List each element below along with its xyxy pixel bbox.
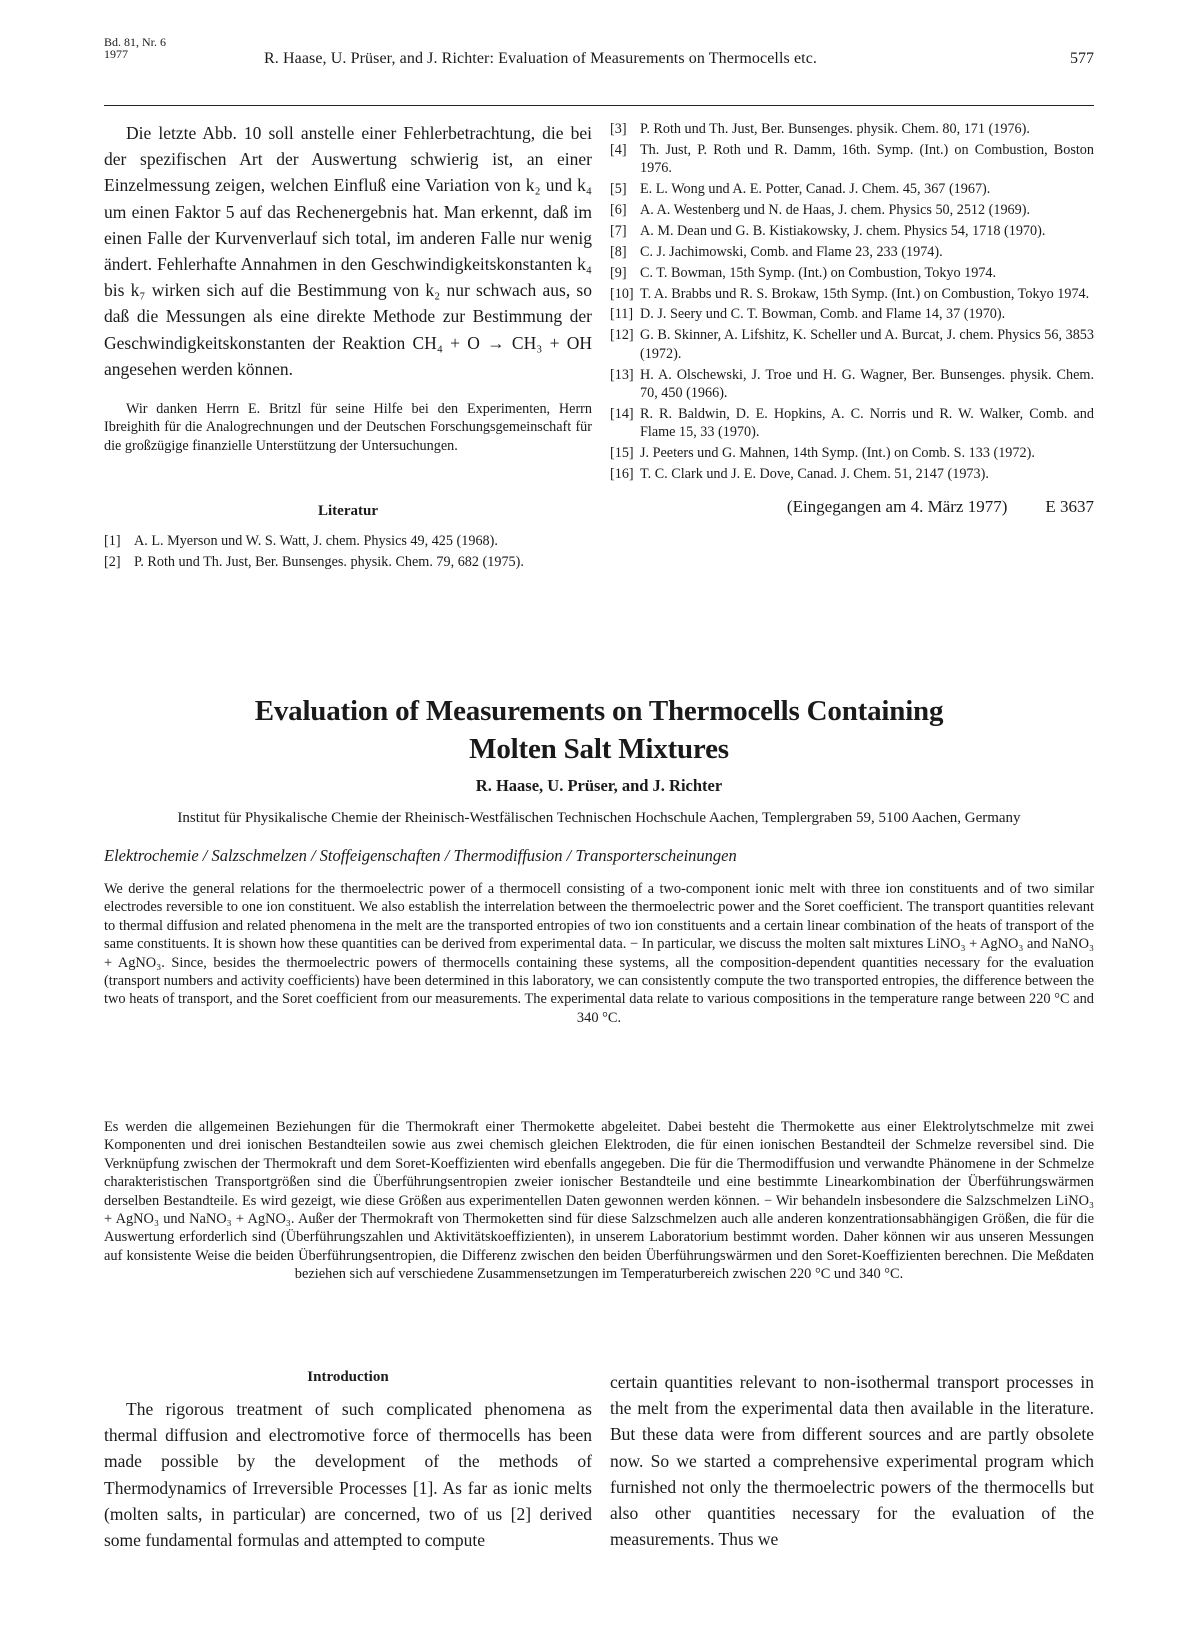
article-authors: R. Haase, U. Prüser, and J. Richter — [475, 776, 723, 795]
reference-number: [7] — [610, 222, 627, 239]
reference-text: T. C. Clark und J. E. Dove, Canad. J. Chem. 51, 2147 (1973). — [640, 465, 989, 482]
reference-text: A. M. Dean und G. B. Kistiakowsky, J. chem. Physics 54, 1718 (1970). — [640, 222, 1046, 239]
reference-item — [610, 405, 1094, 442]
reference-item — [610, 305, 1094, 323]
reference-item — [104, 532, 592, 550]
reference-number: [16] — [610, 465, 634, 482]
article-institution: Institut für Physikalische Chemie der Rheinisch-Westfälischen Technischen Hochschule Aachen, Templergraben 59, 5100 Aachen, Germany — [177, 810, 1021, 826]
reference-item — [610, 366, 1094, 403]
running-title: R. Haase, U. Prüser, and J. Richter: Evaluation of Measurements on Thermocells etc. — [264, 50, 817, 67]
header-rule — [104, 105, 1094, 106]
abstract-english: We derive the general relations for the thermoelectric power of a thermocell consisting of a two-component ionic melt with three ion constituents and of two similar electrodes reversible to one ion constituent. We also establish the interrelation between the thermoelectric power and the Soret coefficient. The transport quantities relevant to thermal diffusion and related phenomena in the melt are the transported entropies of two ion constituents and a certain linear combination of the heats of transport of the same constituents. It is shown how these quantities can be derived from experimental data. − In particular, we discuss the molten salt mixtures LiNO₃ + AgNO₃ and NaNO₃ + AgNO₃. Since, besides the thermoelectric powers of thermocells containing these systems, all the composition-dependent quantities necessary for the evaluation (transport numbers and activity coefficients) have been determined in this laboratory, we can consistently compute the two transported entropies, the difference between the two heats of transport, and the Soret coefficient from our measurements. The experimental data relate to various compositions in the temperature range between 220 °C and 340 °C. — [104, 881, 1094, 1026]
reference-text: R. R. Baldwin, D. E. Hopkins, A. C. Norris und R. W. Walker, Comb. and Flame 15, 33 (1970). — [640, 405, 1094, 440]
reference-list-right — [610, 120, 1094, 483]
prev-article-left-column — [104, 120, 592, 574]
reference-text: J. Peeters und G. Mahnen, 14th Symp. (Int.) on Comb. S. 133 (1972). — [640, 444, 1035, 461]
reference-item — [610, 465, 1094, 483]
reference-number: [8] — [610, 243, 627, 260]
reference-item — [104, 553, 592, 571]
reference-item — [610, 326, 1094, 363]
reference-text: C. J. Jachimowski, Comb. and Flame 23, 233 (1974). — [640, 243, 943, 260]
reference-text: H. A. Olschewski, J. Troe und H. G. Wagner, Ber. Bunsenges. physik. Chem. 70, 450 (1966). — [640, 366, 1094, 401]
reference-number: [10] — [610, 285, 634, 302]
reference-text: P. Roth und Th. Just, Ber. Bunsenges. physik. Chem. 80, 171 (1976). — [640, 121, 1030, 137]
reference-number: [15] — [610, 444, 634, 461]
reference-number: [12] — [610, 327, 634, 344]
reference-text: C. T. Bowman, 15th Symp. (Int.) on Combustion, Tokyo 1974. — [640, 264, 997, 281]
reference-item — [610, 222, 1094, 240]
reference-number: [1] — [104, 533, 121, 550]
article-keywords: Elektrochemie / Salzschmelzen / Stoffeigenschaften / Thermodiffusion / Transporterscheinungen — [104, 846, 737, 865]
article-title — [104, 692, 1094, 768]
abstract-german: Es werden die allgemeinen Beziehungen für die Thermokraft einer Thermokette abgeleitet. Dabei besteht die Thermokette aus einer Elektrolytschmelze mit zwei Komponenten und drei ionischen Bestandteilen sowie aus zwei chemisch gleichen Elektroden, die für einen ionischen Bestandteil der Schmelze reversibel sind. Die Verknüpfung zwischen der Thermokraft und dem Soret-Koeffizienten wird ebenfalls angegeben. Die für die Thermodiffusion und verwandte Phänomene in der Schmelze charakteristischen Transportgrößen sind die Überführungsentropien zweier ionischer Bestandteile und eine bestimmte Linearkombination der Überführungswärmen derselben Bestandteile. Es wird gezeigt, wie diese Größen aus experimentellen Daten gewonnen werden können. − Wir behandeln insbesondere die Salzschmelzen LiNO₃ + AgNO₃ und NaNO₃ + AgNO₃. Außer der Thermokraft von Thermoketten sind für diese Salzschmelzen auch alle anderen konzentrationsabhängigen Größen, die für die Auswertung erforderlich sind (Überführungszahlen und Aktivitätskoeffizienten), in unserem Laboratorium bestimmt worden. Daher können wir aus unseren Messungen auf konsistente Weise die beiden Überführungsentropien, die Differenz zwischen den beiden Überführungswärmen und den Soret-Koeffizienten berechnen. Die Meßdaten beziehen sich auf verschiedene Zusammensetzungen im Temperaturbereich zwischen 220 °C und 340 °C. — [104, 1119, 1094, 1283]
reference-number: [9] — [610, 264, 627, 281]
reference-number: [11] — [610, 306, 634, 323]
introduction-left-column — [104, 1369, 592, 1553]
reference-item — [610, 180, 1094, 198]
reference-number: [14] — [610, 405, 634, 422]
closing-paragraph: Die letzte Abb. 10 soll anstelle einer Fehlerbetrachtung, die bei der spezifischen Art der Auswertung schwierig ist, an einer Einzelmessung zeigen, welchen Einfluß eine Variation von k₂ und k₄ um einen Faktor 5 auf das Rechenergebnis hat. Man erkennt, daß im einen Falle der Kurvenverlauf sich total, im anderen Falle nur wenig ändert. Fehlerhafte Annahmen in den Geschwindigkeitskonstanten k₄ bis k₇ wirken sich auf die Bestimmung von k₂ nur schwach aus, so daß die Messungen als eine direkte Methode zur Bestimmung der Geschwindigkeitskonstanten der Reaktion CH₄ + O → CH₃ + OH angesehen werden können. — [104, 123, 592, 379]
reference-text: Th. Just, P. Roth und R. Damm, 16th. Symp. (Int.) on Combustion, Boston 1976. — [640, 141, 1094, 177]
page-number: 577 — [1070, 50, 1094, 67]
reference-text: G. B. Skinner, A. Lifshitz, K. Scheller und A. Burcat, J. chem. Physics 56, 3853 (1972). — [640, 327, 1094, 362]
reference-text: A. L. Myerson und W. S. Watt, J. chem. Physics 49, 425 (1968). — [134, 533, 498, 550]
reference-number: [2] — [104, 554, 121, 571]
introduction-paragraph-left: The rigorous treatment of such complicated phenomena as thermal diffusion and electromotive force of thermocells has been made possible by the development of the methods of Thermodynamics of Irreversible Processes [1]. As far as ionic melts (molten salts, in particular) are concerned, two of us [2] derived some fundamental formulas and attempted to compute — [104, 1399, 592, 1551]
reference-item — [610, 444, 1094, 462]
introduction-paragraph-right: certain quantities relevant to non-isothermal transport processes in the melt from the experimental data then available in the literature. But these data were from different sources and are partly obsolete now. So we started a comprehensive experimental program which furnished not only the thermoelectric powers of the thermocells but also other quantities necessary for the evaluation of the measurements. Thus we — [610, 1372, 1094, 1550]
received-date: (Eingegangen am 4. März 1977) — [786, 497, 1008, 517]
manuscript-code: E 3637 — [1045, 497, 1094, 517]
reference-number: [4] — [610, 141, 627, 158]
volume-year: 1977 — [104, 47, 128, 61]
reference-list-left — [104, 532, 592, 571]
introduction-heading: Introduction — [307, 1369, 389, 1385]
reference-text: A. A. Westenberg und N. de Haas, J. chem. Physics 50, 2512 (1969). — [640, 201, 1031, 218]
prev-article-right-column — [610, 120, 1094, 517]
running-header — [104, 36, 1094, 106]
acknowledgment: Wir danken Herrn E. Britzl für seine Hilfe bei den Experimenten, Herrn Ibreighith für die Analogrechnungen und der Deutschen Forschungsgemeinschaft für die großzügige finanzielle Unterstützung der Untersuchungen. — [104, 401, 592, 454]
reference-text: D. J. Seery und C. T. Bowman, Comb. and Flame 14, 37 (1970). — [640, 306, 1006, 323]
literature-heading: Literatur — [318, 503, 378, 520]
reference-number: [3] — [610, 121, 627, 137]
reference-number: [13] — [610, 366, 634, 383]
introduction-right-column — [610, 1369, 1094, 1552]
reference-number: [5] — [610, 181, 627, 198]
reference-item — [610, 264, 1094, 282]
reference-item — [610, 141, 1094, 178]
reference-item — [610, 243, 1094, 261]
volume-info — [104, 36, 166, 60]
volume-number: Bd. 81, Nr. 6 — [104, 35, 167, 49]
reference-text: T. A. Brabbs und R. S. Brokaw, 15th Symp. (Int.) on Combustion, Tokyo 1974. — [640, 285, 1090, 302]
reference-number: [6] — [610, 201, 627, 218]
reference-text: E. L. Wong und A. E. Potter, Canad. J. Chem. 45, 367 (1967). — [640, 181, 991, 198]
article-title-line-2: Molten Salt Mixtures — [469, 733, 729, 765]
reference-item — [610, 120, 1094, 138]
article-title-line-1: Evaluation of Measurements on Thermocells Containing — [254, 695, 944, 727]
reference-item — [610, 285, 1094, 303]
reference-item — [610, 201, 1094, 219]
reference-text: P. Roth und Th. Just, Ber. Bunsenges. physik. Chem. 79, 682 (1975). — [134, 554, 524, 571]
received-line — [610, 497, 1094, 517]
